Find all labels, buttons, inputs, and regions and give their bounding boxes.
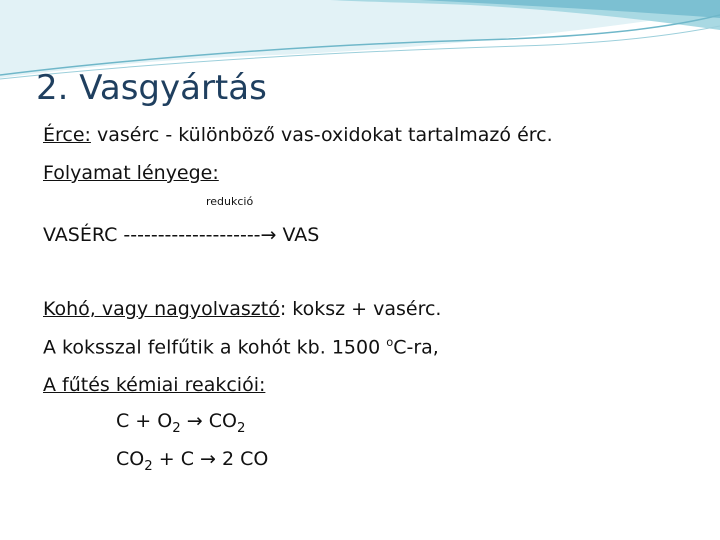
heating-tail: C-ra, — [393, 336, 439, 359]
arrow-icon: → — [260, 224, 277, 246]
ore-to-iron-line — [43, 224, 319, 247]
reaction-1-sub-a: 2 — [172, 420, 181, 436]
reaction-2-sub: 2 — [144, 458, 153, 474]
reaction-1-left: C + O — [116, 410, 173, 432]
reactions-label: A fűtés kémiai reakciói: — [43, 374, 266, 396]
process-label: Folyamat lényege: — [43, 162, 219, 184]
dashes: -------------------- — [117, 224, 261, 246]
heating-text: A koksszal felfűtik a kohót kb. 1500 — [43, 336, 387, 359]
ore-word: VASÉRC — [43, 224, 118, 246]
ore-text: vasérc - különböző vas-oxidokat tartalmazó érc. — [90, 124, 553, 146]
furnace-label: Kohó, vagy nagyolvasztó — [43, 298, 280, 320]
heating-line — [43, 336, 439, 359]
ore-line — [43, 124, 553, 147]
page-title: 2. Vasgyártás — [36, 68, 267, 108]
reduction-label: redukció — [206, 195, 254, 208]
furnace-text: : koksz + vasérc. — [279, 298, 442, 320]
reaction-1 — [116, 410, 245, 436]
reaction-2-right: + C → 2 CO — [152, 448, 269, 470]
degree-mark: o — [386, 335, 394, 349]
reactions-heading — [43, 374, 265, 397]
reaction-1-sub-b: 2 — [236, 420, 246, 436]
iron-word: VAS — [276, 224, 320, 246]
reaction-2-left: CO — [116, 448, 145, 470]
reaction-2 — [116, 448, 268, 474]
reaction-1-right: → CO — [180, 410, 237, 432]
process-line — [43, 162, 219, 185]
ore-label: Érce: — [43, 124, 91, 146]
furnace-line — [43, 298, 441, 321]
